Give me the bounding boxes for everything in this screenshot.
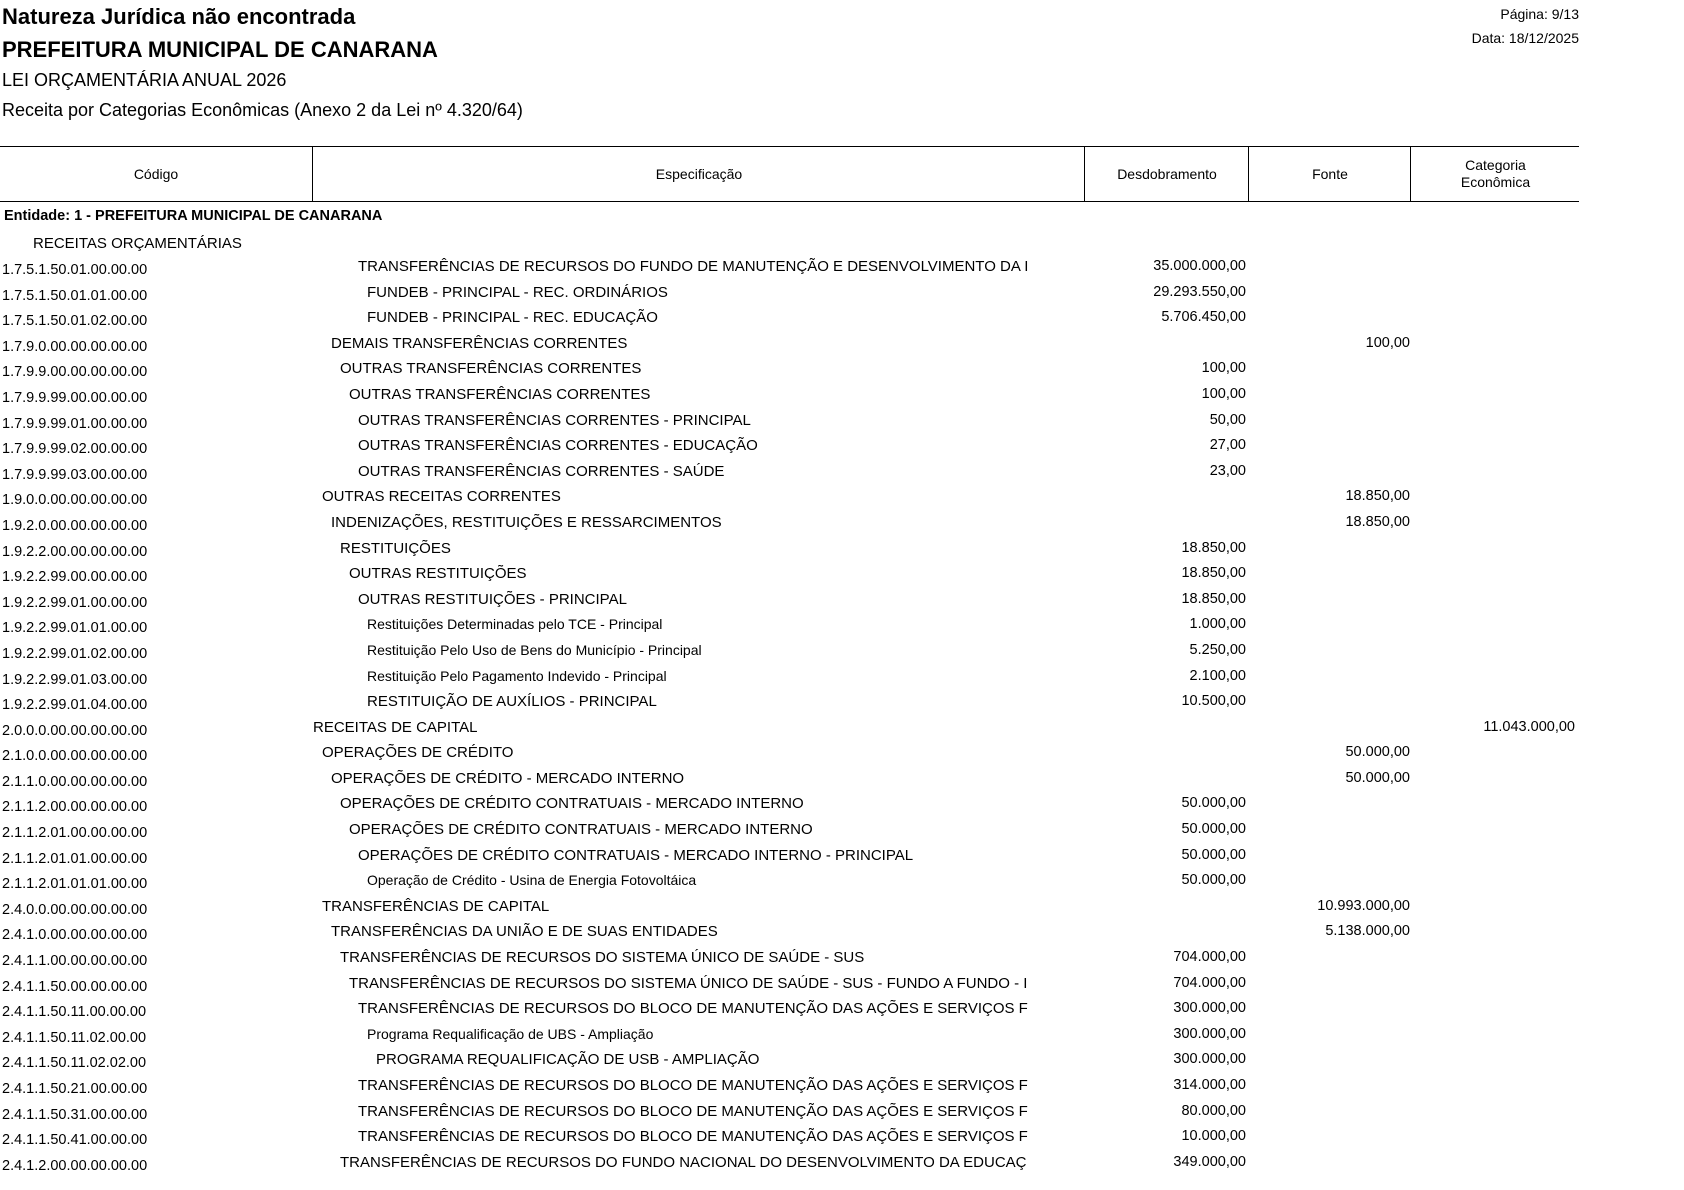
- table-row: [0, 437, 1580, 463]
- row-code: 1.7.9.9.99.00.00.00.00: [2, 389, 148, 406]
- row-desdobramento: 50.000,00: [1181, 846, 1246, 863]
- row-desdobramento: 50.000,00: [1181, 795, 1246, 812]
- row-specification: Restituição Pelo Pagamento Indevido - Principal: [367, 667, 667, 684]
- revenue-table-body: [0, 258, 1580, 1179]
- row-specification: OUTRAS RESTITUIÇÕES - PRINCIPAL: [358, 590, 627, 608]
- row-specification: Restituições Determinadas pelo TCE - Principal: [367, 616, 663, 633]
- table-row: [0, 616, 1580, 642]
- row-code: 1.7.9.9.99.03.00.00.00: [2, 466, 148, 483]
- row-code: 2.4.1.2.00.00.00.00.00: [2, 1157, 148, 1174]
- row-code: 2.4.1.1.50.31.00.00.00: [2, 1106, 148, 1123]
- row-desdobramento: 35.000.000,00: [1153, 258, 1246, 274]
- row-desdobramento: 100,00: [1201, 360, 1246, 377]
- row-fonte: 18.850,00: [1345, 513, 1410, 530]
- row-code: 1.7.9.0.00.00.00.00.00: [2, 338, 148, 355]
- row-specification: FUNDEB - PRINCIPAL - REC. EDUCAÇÃO: [367, 309, 658, 327]
- row-code: 1.9.2.2.99.01.04.00.00: [2, 697, 148, 714]
- row-specification: OPERAÇÕES DE CRÉDITO CONTRATUAIS - MERCADO INTERNO: [349, 821, 813, 839]
- row-fonte: 100,00: [1365, 334, 1410, 351]
- column-header-codigo: Código: [133, 165, 179, 182]
- row-specification: RECEITAS DE CAPITAL: [313, 718, 478, 736]
- table-row: [0, 591, 1580, 617]
- table-row: [0, 770, 1580, 796]
- row-desdobramento: 300.000,00: [1173, 1025, 1246, 1042]
- row-specification: OPERAÇÕES DE CRÉDITO: [322, 744, 514, 762]
- table-row: [0, 1077, 1580, 1103]
- row-specification: TRANSFERÊNCIAS DE RECURSOS DO BLOCO DE MANUTENÇÃO DAS AÇÕES E SERVIÇOS F: [358, 1077, 1028, 1094]
- table-row: [0, 488, 1580, 514]
- table-row: [0, 923, 1580, 949]
- row-specification: DEMAIS TRANSFERÊNCIAS CORRENTES: [331, 334, 628, 352]
- row-code: 2.1.1.2.00.00.00.00.00: [2, 799, 148, 816]
- row-specification: OUTRAS RESTITUIÇÕES: [349, 565, 527, 583]
- row-code: 2.4.1.0.00.00.00.00.00: [2, 927, 148, 944]
- row-code: 1.9.2.2.99.00.00.00.00: [2, 569, 148, 586]
- row-desdobramento: 2.100,00: [1189, 667, 1246, 684]
- row-code: 2.1.1.2.01.00.00.00.00: [2, 825, 148, 842]
- column-header-fonte: Fonte: [1248, 147, 1411, 201]
- table-row: [0, 463, 1580, 489]
- row-desdobramento: 29.293.550,00: [1153, 283, 1246, 300]
- row-code: 2.4.1.1.50.41.00.00.00: [2, 1132, 148, 1149]
- row-desdobramento: 5.706.450,00: [1161, 309, 1246, 326]
- row-specification: OUTRAS TRANSFERÊNCIAS CORRENTES: [349, 385, 651, 403]
- page-number: Página: 9/13: [1500, 6, 1579, 22]
- row-code: 2.4.1.1.00.00.00.00.00: [2, 953, 148, 970]
- table-row: [0, 719, 1580, 745]
- column-header-desdobramento: Desdobramento: [1084, 147, 1249, 201]
- row-specification: TRANSFERÊNCIAS DE RECURSOS DO BLOCO DE MANUTENÇÃO DAS AÇÕES E SERVIÇOS F: [358, 1000, 1028, 1018]
- row-desdobramento: 300.000,00: [1173, 1000, 1246, 1017]
- table-row: [0, 1103, 1580, 1129]
- report-date: Data: 18/12/2025: [1471, 30, 1579, 46]
- row-code: 1.9.2.2.99.01.01.00.00: [2, 620, 148, 637]
- row-code: 2.1.1.2.01.01.00.00.00: [2, 850, 148, 867]
- row-fonte: 50.000,00: [1345, 744, 1410, 761]
- row-code: 1.7.9.9.99.02.00.00.00: [2, 441, 148, 458]
- row-code: 1.9.2.2.00.00.00.00.00: [2, 543, 148, 560]
- row-specification: FUNDEB - PRINCIPAL - REC. ORDINÁRIOS: [367, 283, 668, 301]
- row-desdobramento: 23,00: [1209, 462, 1246, 479]
- row-desdobramento: 18.850,00: [1181, 565, 1246, 582]
- table-row: [0, 258, 1580, 284]
- table-row: [0, 1154, 1580, 1180]
- column-header-categoria-line2: Econômica: [1460, 174, 1531, 190]
- row-specification: TRANSFERÊNCIAS DE RECURSOS DO FUNDO DE MANUTENÇÃO E DESENVOLVIMENTO DA I: [358, 258, 1029, 275]
- row-specification: INDENIZAÇÕES, RESTITUIÇÕES E RESSARCIMENTOS: [331, 513, 722, 531]
- table-row: [0, 898, 1580, 924]
- entity-label: Entidade: 1 - PREFEITURA MUNICIPAL DE CANARANA: [4, 208, 383, 224]
- report-law-title: LEI ORÇAMENTÁRIA ANUAL 2026: [2, 70, 287, 90]
- row-specification: RESTITUIÇÃO DE AUXÍLIOS - PRINCIPAL: [367, 693, 657, 711]
- table-row: [0, 309, 1580, 335]
- row-desdobramento: 50.000,00: [1181, 872, 1246, 889]
- table-row: [0, 412, 1580, 438]
- row-code: 1.7.9.9.99.01.00.00.00: [2, 415, 148, 432]
- row-code: 1.9.2.2.99.01.00.00.00: [2, 594, 148, 611]
- table-row: [0, 514, 1580, 540]
- report-subtitle-natureza: Natureza Jurídica não encontrada: [2, 4, 356, 29]
- table-row: [0, 335, 1580, 361]
- row-specification: Programa Requalificação de UBS - Ampliação: [367, 1025, 654, 1042]
- row-specification: TRANSFERÊNCIAS DE RECURSOS DO FUNDO NACIONAL DO DESENVOLVIMENTO DA EDUCAÇ: [340, 1153, 1027, 1171]
- table-row: [0, 668, 1580, 694]
- table-row: [0, 949, 1580, 975]
- row-specification: OPERAÇÕES DE CRÉDITO CONTRATUAIS - MERCADO INTERNO: [340, 795, 804, 813]
- row-specification: OUTRAS RECEITAS CORRENTES: [322, 488, 561, 506]
- row-specification: OUTRAS TRANSFERÊNCIAS CORRENTES - SAÚDE: [358, 462, 725, 480]
- row-specification: TRANSFERÊNCIAS DE RECURSOS DO SISTEMA ÚNICO DE SAÚDE - SUS - FUNDO A FUNDO - I: [349, 974, 1028, 992]
- row-desdobramento: 18.850,00: [1181, 539, 1246, 556]
- row-specification: OUTRAS TRANSFERÊNCIAS CORRENTES - EDUCAÇÃO: [358, 437, 758, 455]
- row-specification: TRANSFERÊNCIAS DE RECURSOS DO BLOCO DE MANUTENÇÃO DAS AÇÕES E SERVIÇOS F: [358, 1128, 1028, 1146]
- row-specification: TRANSFERÊNCIAS DE RECURSOS DO SISTEMA ÚNICO DE SAÚDE - SUS: [340, 949, 865, 967]
- row-code: 1.9.2.2.99.01.03.00.00: [2, 671, 148, 688]
- row-specification: TRANSFERÊNCIAS DE CAPITAL: [322, 897, 550, 915]
- row-desdobramento: 18.850,00: [1181, 590, 1246, 607]
- row-specification: RESTITUIÇÕES: [340, 539, 451, 557]
- row-fonte: 18.850,00: [1345, 488, 1410, 505]
- row-specification: PROGRAMA REQUALIFICAÇÃO DE USB - AMPLIAÇÃO: [376, 1051, 760, 1069]
- table-header: [0, 146, 1579, 202]
- table-row: [0, 565, 1580, 591]
- row-desdobramento: 704.000,00: [1173, 949, 1246, 966]
- row-code: 1.9.0.0.00.00.00.00.00: [2, 492, 148, 509]
- table-row: [0, 795, 1580, 821]
- row-desdobramento: 10.500,00: [1181, 693, 1246, 710]
- row-desdobramento: 10.000,00: [1181, 1128, 1246, 1145]
- table-row: [0, 540, 1580, 566]
- row-code: 2.4.1.1.50.11.02.02.00: [2, 1055, 147, 1072]
- row-desdobramento: 300.000,00: [1173, 1051, 1246, 1068]
- row-desdobramento: 5.250,00: [1189, 641, 1246, 658]
- row-fonte: 50.000,00: [1345, 769, 1410, 786]
- row-code: 2.4.1.1.50.11.02.00.00: [2, 1029, 147, 1046]
- row-desdobramento: 704.000,00: [1173, 974, 1246, 991]
- table-row: [0, 1128, 1580, 1154]
- row-categoria-economica: 11.043.000,00: [1483, 718, 1575, 735]
- row-specification: Restituição Pelo Uso de Bens do Município - Principal: [367, 641, 702, 658]
- row-code: 2.4.1.1.50.11.00.00.00: [2, 1004, 147, 1021]
- table-row: [0, 1000, 1580, 1026]
- table-row: [0, 975, 1580, 1001]
- row-code: 2.4.0.0.00.00.00.00.00: [2, 901, 148, 918]
- row-specification: Operação de Crédito - Usina de Energia Fotovoltáica: [367, 872, 697, 889]
- row-code: 2.4.1.1.50.21.00.00.00: [2, 1081, 148, 1097]
- table-row: [0, 386, 1580, 412]
- row-code: 2.1.1.2.01.01.01.00.00: [2, 876, 148, 893]
- row-desdobramento: 349.000,00: [1173, 1153, 1246, 1170]
- row-fonte: 10.993.000,00: [1317, 897, 1410, 914]
- row-code: 1.7.5.1.50.01.00.00.00: [2, 262, 148, 278]
- report-description: Receita por Categorias Econômicas (Anexo 2 da Lei nº 4.320/64): [2, 100, 523, 120]
- column-header-categoria-economica: [1410, 147, 1580, 201]
- table-row: [0, 360, 1580, 386]
- row-code: 1.7.5.1.50.01.02.00.00: [2, 313, 148, 330]
- row-code: 1.9.2.2.99.01.02.00.00: [2, 645, 148, 662]
- table-row: [0, 1051, 1580, 1077]
- table-row: [0, 693, 1580, 719]
- row-specification: OPERAÇÕES DE CRÉDITO - MERCADO INTERNO: [331, 769, 685, 787]
- row-desdobramento: 50,00: [1209, 411, 1246, 428]
- row-desdobramento: 27,00: [1209, 437, 1246, 454]
- column-header-especificacao: Especificação: [312, 147, 1085, 201]
- table-row: [0, 1026, 1580, 1052]
- row-desdobramento: 80.000,00: [1181, 1102, 1246, 1119]
- row-specification: TRANSFERÊNCIAS DA UNIÃO E DE SUAS ENTIDADES: [331, 923, 718, 941]
- row-desdobramento: 100,00: [1201, 385, 1246, 402]
- row-desdobramento: 314.000,00: [1173, 1077, 1246, 1093]
- row-desdobramento: 50.000,00: [1181, 821, 1246, 838]
- table-row: [0, 847, 1580, 873]
- row-code: 2.1.0.0.00.00.00.00.00: [2, 748, 148, 765]
- table-row: [0, 642, 1580, 668]
- row-code: 2.1.1.0.00.00.00.00.00: [2, 773, 148, 790]
- table-row: [0, 872, 1580, 898]
- row-desdobramento: 1.000,00: [1189, 616, 1246, 633]
- row-code: 1.7.5.1.50.01.01.00.00: [2, 287, 148, 304]
- table-row: [0, 284, 1580, 310]
- row-specification: TRANSFERÊNCIAS DE RECURSOS DO BLOCO DE MANUTENÇÃO DAS AÇÕES E SERVIÇOS F: [358, 1102, 1028, 1120]
- report-title: PREFEITURA MUNICIPAL DE CANARANA: [2, 37, 438, 62]
- column-header-categoria-line1: Categoria: [1465, 157, 1526, 173]
- row-specification: OPERAÇÕES DE CRÉDITO CONTRATUAIS - MERCADO INTERNO - PRINCIPAL: [358, 846, 914, 864]
- row-specification: OUTRAS TRANSFERÊNCIAS CORRENTES - PRINCIPAL: [358, 411, 751, 429]
- row-code: 2.4.1.1.50.00.00.00.00: [2, 978, 148, 995]
- row-code: 2.0.0.0.00.00.00.00.00: [2, 722, 148, 739]
- row-code: 1.7.9.9.00.00.00.00.00: [2, 364, 148, 381]
- table-row: [0, 821, 1580, 847]
- section-label: RECEITAS ORÇAMENTÁRIAS: [33, 235, 242, 252]
- row-code: 1.9.2.0.00.00.00.00.00: [2, 517, 148, 534]
- row-specification: OUTRAS TRANSFERÊNCIAS CORRENTES: [340, 360, 642, 378]
- table-row: [0, 744, 1580, 770]
- row-fonte: 5.138.000,00: [1325, 923, 1410, 940]
